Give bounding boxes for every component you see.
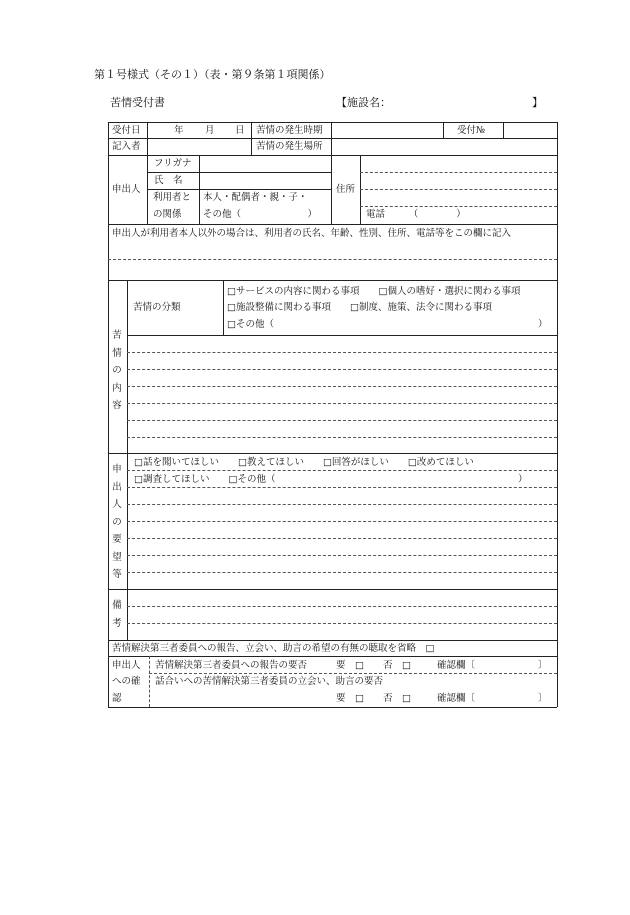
month-label: 月 [205,125,215,136]
cell-divider [127,280,128,453]
attend-check-field: 確認欄〔 [437,693,476,704]
category-line-2: □施設整備に関わる事項 □制度、施策、法令に関わる事項 [227,302,492,313]
request-line-1: □話を聞いてほしい □教えてほしい □回答がほしい □改めてほしい [134,457,474,468]
attend-check-close: 〕 [538,693,548,704]
row-divider [108,656,557,657]
confirm-label-1: 申出人 [112,660,141,671]
report-check-close: 〕 [538,660,548,671]
table-top-border [108,122,557,123]
category-line-3-close: ） [538,319,548,330]
receipt-no-label: 受付№ [457,125,485,136]
category-line-3: □その他（ [227,319,274,330]
content-guide-line [127,386,557,387]
cell-divider [147,122,148,155]
note-guide-line [108,259,557,260]
content-guide-line [127,369,557,370]
non-user-note: 申出人が利用者本人以外の場合は、利用者の氏名、年齢、性別、住所、電話等をこの欄に記入 [112,228,512,239]
row-divider [108,453,557,454]
applicant-label: 申出人 [112,184,141,195]
name-label: 氏 名 [154,175,183,186]
address-label: 住所 [336,184,356,195]
report-yes-no: 要 □ 否 □ [336,660,411,671]
table-right-border [557,122,558,707]
attend-yes-no: 要 □ 否 □ [336,693,411,704]
relation-label-2: の関係 [153,209,182,220]
content-guide-line [127,437,557,438]
cell-divider [251,122,252,155]
facility-label: 【施設名： [336,96,391,109]
row-divider [147,172,331,173]
address-guide-line [360,172,557,173]
content-guide-line [127,352,557,353]
year-label: 年 [174,125,184,136]
report-question: 苦情解決第三者委員への報告の要否 [155,660,308,671]
request-guide-line [127,504,557,505]
row-divider [127,335,557,336]
content-guide-line [127,403,557,404]
confirm-label-2: への確 [112,676,141,687]
cell-divider [443,122,444,138]
form-id: 第１号様式（その１）（表・第９条第１項関係） [94,68,331,81]
row-divider [108,640,557,641]
remarks-label: 備考 [112,600,122,629]
occurrence-time-label: 苦情の発生時期 [256,125,323,136]
confirm-label-3: 認 [112,693,122,704]
request-guide-line [127,470,557,471]
cell-divider [331,155,332,224]
confirm-guide-line [149,673,557,674]
relation-label: 利用者と [153,192,192,203]
remarks-guide-line [127,623,557,624]
phone-label: 電話 （ ） [366,209,466,220]
received-date-label: 受付日 [112,125,141,136]
occurrence-place-label: 苦情の発生場所 [256,141,323,152]
report-check-field: 確認欄〔 [437,660,476,671]
request-guide-line [127,521,557,522]
request-guide-line [127,555,557,556]
cell-divider [127,589,128,640]
request-section-label: 申出人の要望等 [112,464,122,580]
doc-title: 苦情受付書 [110,96,165,109]
cell-divider [503,122,504,138]
category-line-1: □サービスの内容に関わる事項 □個人の嗜好・選択に関わる事項 [227,286,521,297]
confirm-divider [149,656,150,707]
row-divider [108,224,557,225]
address-guide-line [360,206,557,207]
complaint-section-label: 苦情の内容 [112,330,122,411]
recorder-label: 記入者 [112,141,141,152]
row-divider [108,280,557,281]
day-label: 日 [235,125,245,136]
facility-close: 】 [532,96,543,109]
third-party-waive-line: 苦情解決第三者委員への報告、立会い、助言の希望の有無の聴取を省略 □ [112,643,435,654]
row-divider [108,155,557,156]
furigana-label: フリガナ [154,158,192,169]
cell-divider [223,280,224,335]
request-guide-line [127,572,557,573]
request-guide-line [127,538,557,539]
row-divider [108,138,557,139]
request-line-2-close: ） [518,474,528,485]
remarks-guide-line [127,606,557,607]
address-guide-line [360,189,557,190]
request-line-2: □調査してほしい □その他（ [134,474,276,485]
cell-divider [331,122,332,155]
relation-options: 本人・配偶者・親・子・ [203,192,308,203]
relation-options-other: その他（ ） [203,209,318,220]
row-divider [147,189,331,190]
row-divider [108,589,557,590]
table-bottom-border [108,707,557,708]
request-guide-line [127,487,557,488]
table-left-border [108,122,109,707]
content-guide-line [127,420,557,421]
category-label: 苦情の分類 [133,302,181,313]
attend-question: 話合いへの苦情解決第三者委員の立会い、助言の要否 [155,676,384,687]
